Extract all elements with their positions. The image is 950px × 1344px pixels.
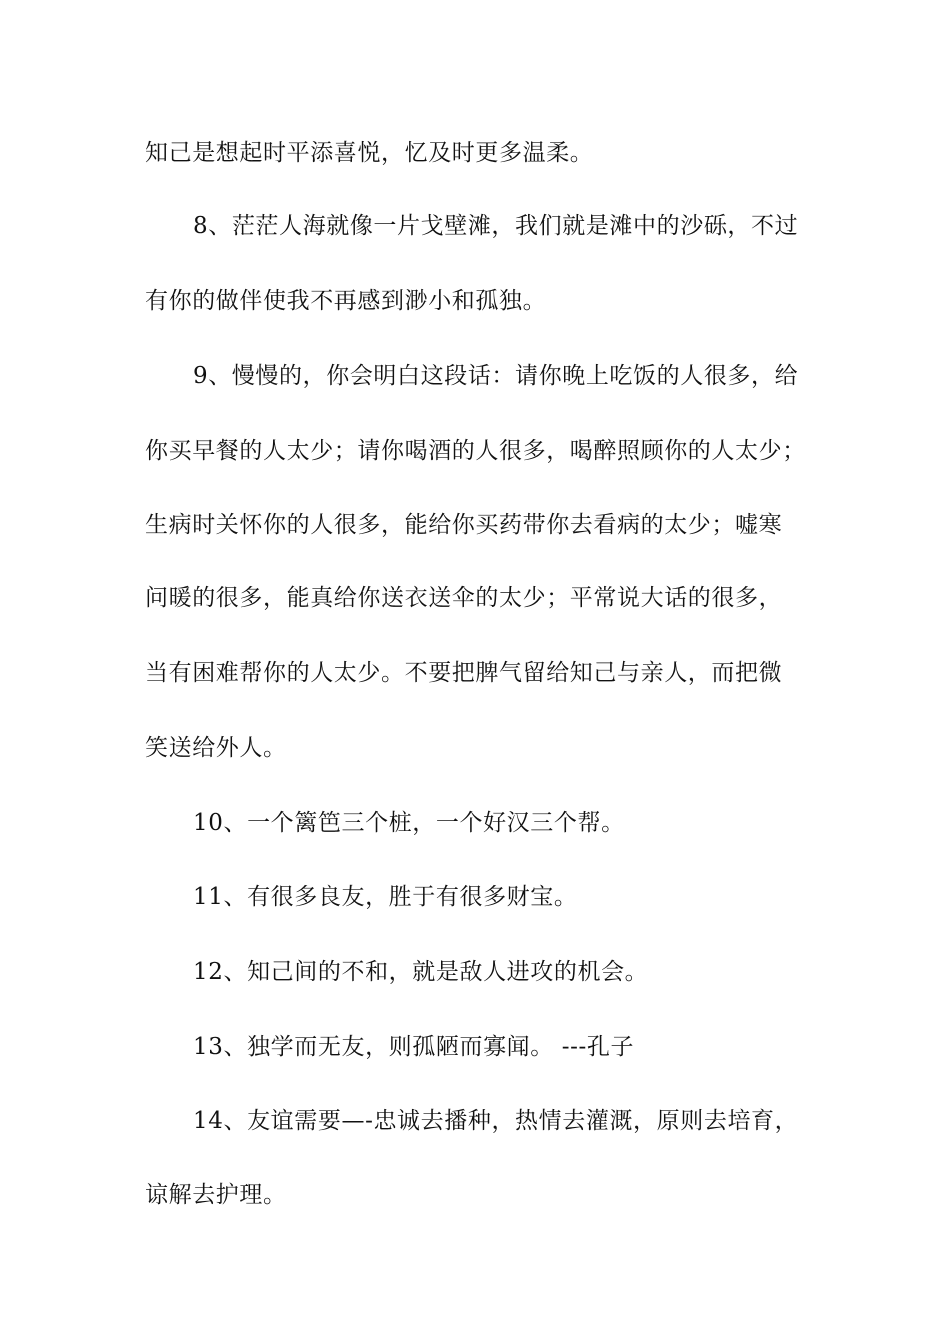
text-line: 问暖的很多，能真给你送衣送伞的太少；平常说大话的很多， xyxy=(145,585,783,611)
text-line: 14、友谊需要—-忠诚去播种，热情去灌溉，原则去培育， xyxy=(193,1108,799,1134)
text-line: 10、一个篱笆三个桩，一个好汉三个帮。 xyxy=(193,810,625,836)
text-line: 9、慢慢的，你会明白这段话：请你晚上吃饭的人很多，给 xyxy=(193,363,799,389)
text-line: 生病时关怀你的人很多，能给你买药带你去看病的太少；嘘寒 xyxy=(145,512,783,538)
text-line: 谅解去护理。 xyxy=(145,1182,287,1208)
text-line: 13、独学而无友，则孤陋而寡闻。 ---孔子 xyxy=(193,1034,635,1060)
text-line: 当有困难帮你的人太少。不要把脾气留给知己与亲人，而把微 xyxy=(145,660,783,686)
text-line: 知己是想起时平添喜悦，忆及时更多温柔。 xyxy=(145,140,594,166)
text-line: 你买早餐的人太少；请你喝酒的人很多，喝醉照顾你的人太少； xyxy=(145,438,806,464)
text-line: 11、有很多良友，胜于有很多财宝。 xyxy=(193,884,578,910)
text-line: 有你的做伴使我不再感到渺小和孤独。 xyxy=(145,288,547,314)
text-line: 12、知己间的不和，就是敌人进攻的机会。 xyxy=(193,959,649,985)
text-line: 笑送给外人。 xyxy=(145,735,287,761)
text-line: 8、茫茫人海就像一片戈壁滩，我们就是滩中的沙砾，不过 xyxy=(193,213,799,239)
